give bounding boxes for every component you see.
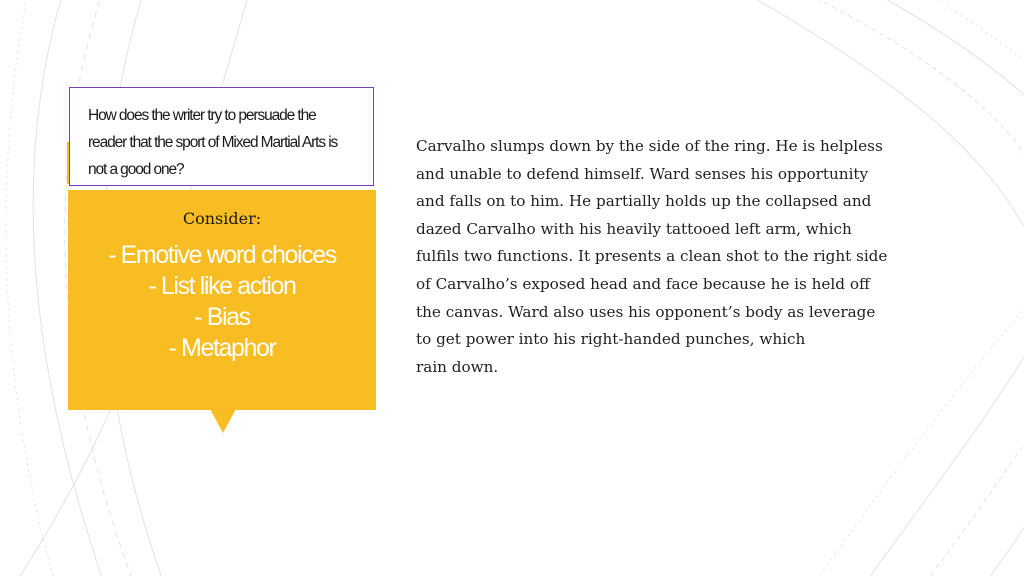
question-text: How does the writer try to persuade the reader that the sport of Mixed Martial Arts is not a good one? [88, 107, 338, 178]
passage-line: rain down. [416, 357, 499, 376]
passage-line: the canvas. Ward also uses his opponent’s body as leverage [416, 302, 876, 321]
tip-bias: - Bias [194, 303, 250, 331]
consider-box [68, 190, 376, 410]
consider-pointer [210, 409, 236, 433]
passage-line: of Carvalho’s exposed head and face because he is held off [416, 274, 870, 293]
passage-line: Carvalho slumps down by the side of the ring. He is helpless [416, 137, 883, 155]
passage-line: fulfils two functions. It presents a clean shot to the right side [416, 247, 888, 266]
passage-line: to get power into his right-handed punches, which [416, 330, 806, 349]
tips-list [68, 240, 376, 364]
passage-text [416, 133, 961, 381]
passage-line: and falls on to him. He partially holds up the collapsed and [416, 192, 872, 211]
tip-emotive-word-choices: - Emotive word choices [108, 241, 336, 269]
tip-list-like-action: - List like action [148, 272, 296, 300]
tip-metaphor: - Metaphor [168, 334, 276, 362]
question-box [69, 87, 374, 186]
passage-line: dazed Carvalho with his heavily tattooed left arm, which [416, 219, 852, 238]
consider-heading: Consider: [182, 209, 262, 228]
passage-line: and unable to defend himself. Ward senses his opportunity [416, 164, 869, 183]
